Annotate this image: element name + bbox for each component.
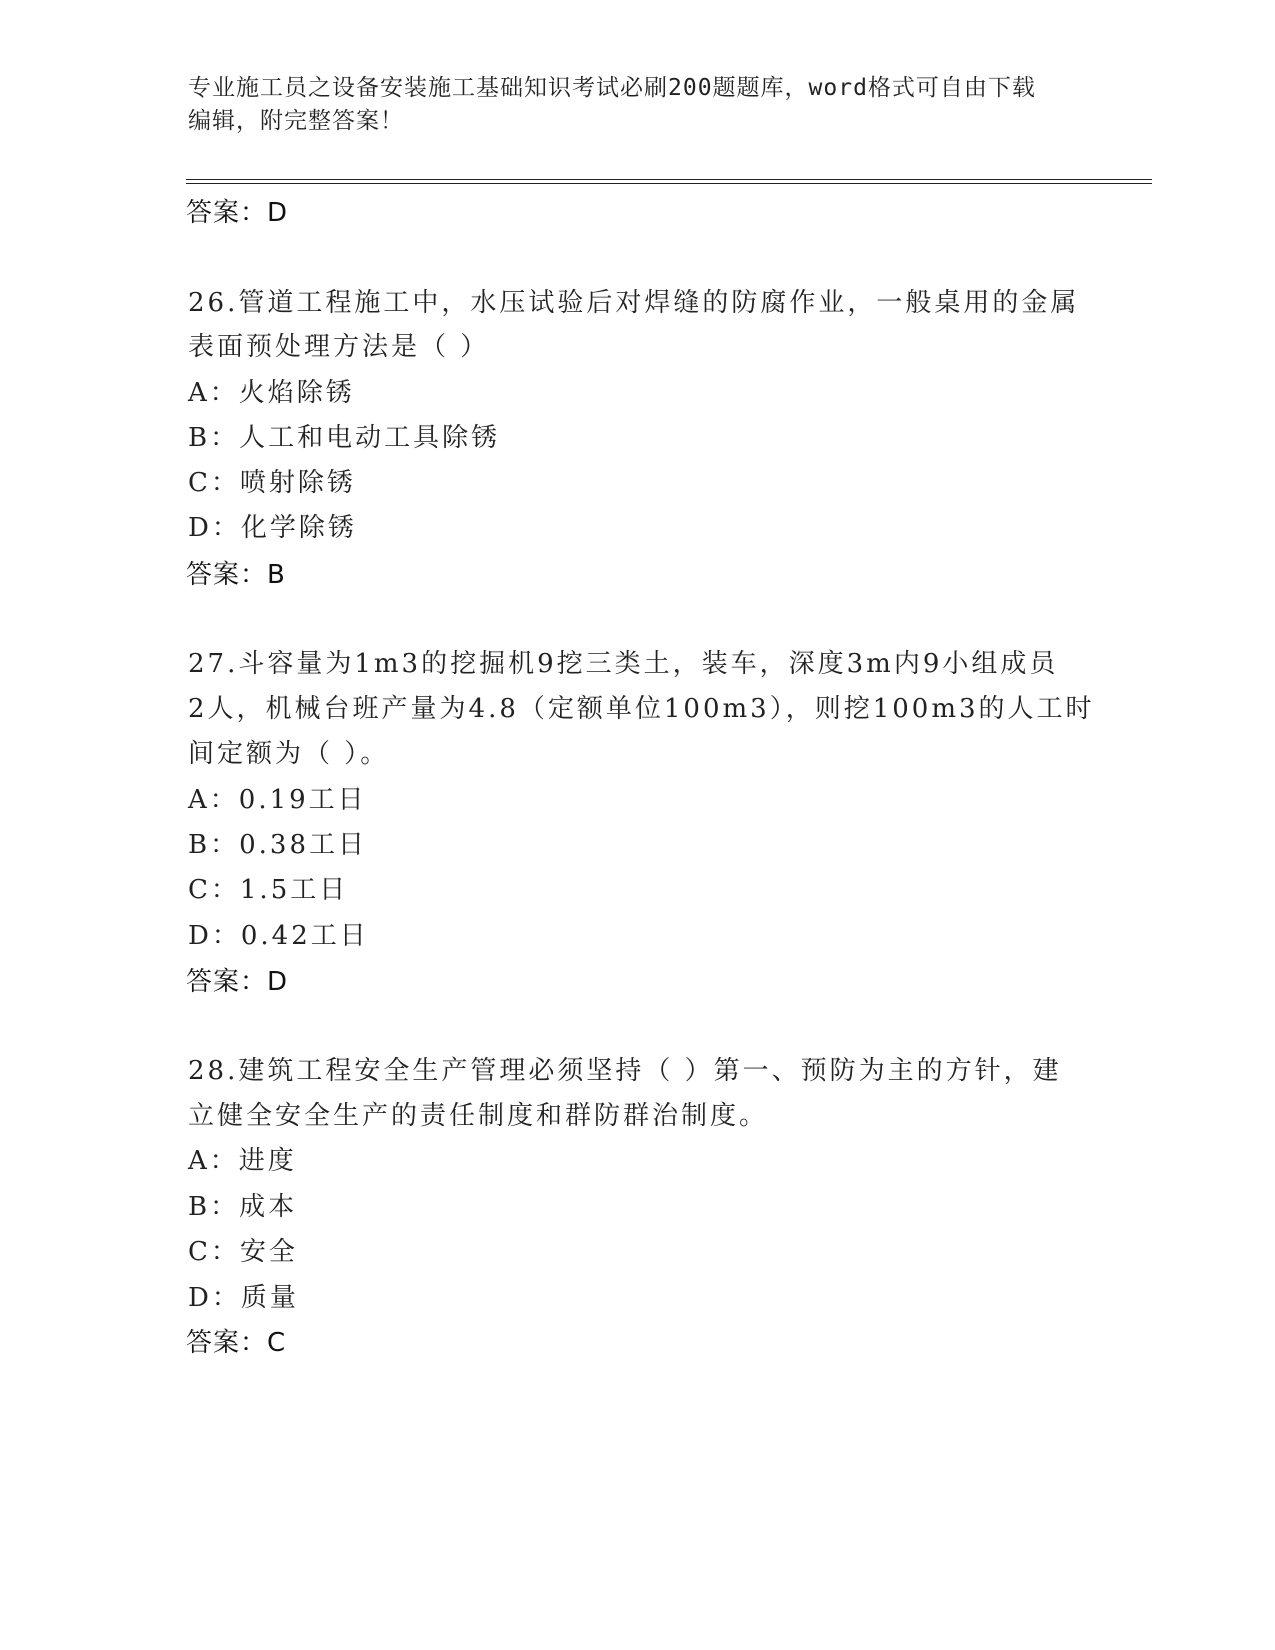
question-28-option-a: A：进度	[188, 1146, 297, 1176]
question-26-option-b: B：人工和电动工具除锈	[188, 423, 501, 453]
header-divider-top	[186, 179, 1152, 180]
question-27-option-a: A：0.19工日	[188, 785, 367, 815]
question-26-answer: 答案：B	[186, 560, 286, 590]
question-27-stem-line-3: 间定额为（ ）。	[188, 739, 390, 769]
question-27-option-c: C：1.5工日	[188, 875, 349, 905]
question-27-stem-line-1: 27.斗容量为1m3的挖掘机9挖三类土，装车，深度3m内9小组成员	[188, 649, 1059, 679]
previous-answer: 答案：D	[186, 198, 289, 228]
question-28-stem-line-1: 28.建筑工程安全生产管理必须坚持（ ）第一、预防为主的方针，建	[188, 1056, 1062, 1086]
question-26-option-a: A：火焰除锈	[188, 378, 355, 408]
question-27-answer: 答案：D	[186, 967, 289, 997]
question-26-stem-line-1: 26.管道工程施工中，水压试验后对焊缝的防腐作业，一般桌用的金属	[188, 288, 1080, 318]
question-28-option-c: C：安全	[188, 1237, 298, 1267]
question-28-option-d: D：质量	[188, 1283, 299, 1313]
question-28-answer: 答案：C	[186, 1328, 287, 1358]
document-header	[188, 72, 1088, 138]
question-27-option-d: D：0.42工日	[188, 921, 369, 951]
question-26-stem-line-2: 表面预处理方法是（ ）	[188, 332, 490, 362]
question-28-option-b: B：成本	[188, 1192, 298, 1222]
question-26-option-d: D：化学除锈	[188, 513, 357, 543]
header-line-1: 专业施工员之设备安装施工基础知识考试必刷200题题库，word格式可自由下载	[188, 75, 1036, 101]
question-27-option-b: B：0.38工日	[188, 830, 367, 860]
question-27-stem-line-2: 2人，机械台班产量为4.8（定额单位100m3），则挖100m3的人工时	[188, 694, 1095, 724]
question-26-option-c: C：喷射除锈	[188, 468, 356, 498]
header-line-2: 编辑，附完整答案！	[188, 108, 404, 134]
question-28-stem-line-2: 立健全安全生产的责任制度和群防群治制度。	[188, 1101, 769, 1131]
header-divider-bottom	[186, 183, 1152, 184]
